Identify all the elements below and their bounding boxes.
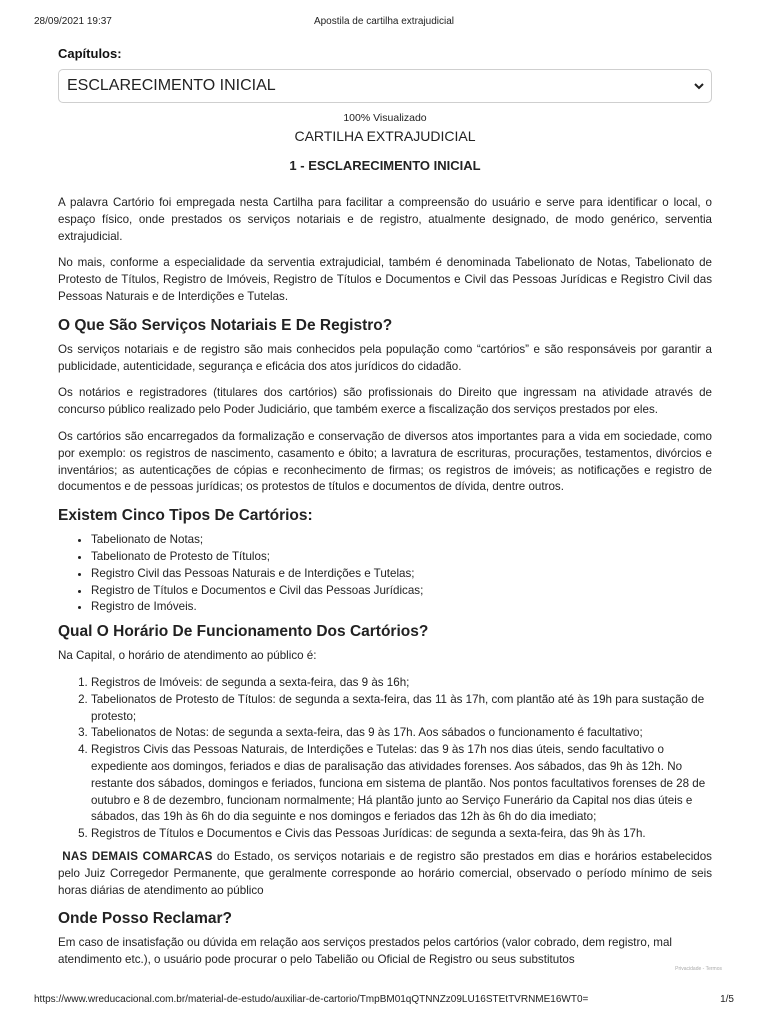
- types-list: [58, 532, 712, 616]
- chapters-label: Capítulos:: [58, 46, 122, 61]
- doc-title: CARTILHA EXTRAJUDICIAL: [294, 128, 476, 144]
- section-heading-complaints: Onde Posso Reclamar?: [58, 910, 233, 928]
- print-title: Apostila de cartilha extrajudicial: [313, 16, 455, 27]
- services-paragraph-1: Os serviços notariais e de registro são mais conhecidos pela população como “cartórios” e são responsáveis por garantir a publicidade, autenticidade, segurança e eficácia dos atos jurídicos do cidadão.: [58, 342, 712, 373]
- list-item: 1. Registros de Imóveis: de segunda a sexta-feira, das 9 às 16h;: [91, 675, 712, 692]
- services-paragraph-2: Os notários e registradores (titulares dos cartórios) são profissionais do Direito que ingressam na atividade através de concurso público realizado pelo Poder Judiciário, que também exerce a fiscalização dos serviços prestados por eles.: [58, 386, 712, 417]
- list-item: • Registro de Imóveis.: [91, 599, 712, 616]
- chevron-down-icon: [693, 80, 705, 92]
- hours-intro: Na Capital, o horário de atendimento ao público é:: [58, 649, 317, 663]
- chapter-select[interactable]: [58, 69, 712, 103]
- chapter-heading: 1 - ESCLARECIMENTO INICIAL: [289, 158, 481, 173]
- main-content: [58, 46, 712, 979]
- list-item: • Tabelionato de Notas;: [91, 532, 712, 549]
- list-item: 5. Registros de Títulos e Documentos e Civis das Pessoas Jurídicas: de segunda a sexta-feira, das 9h às 17h.: [91, 826, 712, 843]
- hours-list: [58, 675, 712, 843]
- print-date: 28/09/2021 19:37: [34, 16, 112, 27]
- other-districts-strong: NAS DEMAIS COMARCAS: [62, 849, 213, 863]
- print-url: https://www.wreducacional.com.br/material-de-estudo/auxiliar-de-cartorio/TmpBM01qQTNNZz09LU16STEtTVRNME16WT0=: [34, 994, 589, 1005]
- complaints-paragraph: Em caso de insatisfação ou dúvida em relação aos serviços prestados pelos cartórios (valor cobrado, dem registro, mal atendimento etc.), o usuário pode procurar o pelo Tabelião ou Oficial de Registro ou seus substitutos: [58, 936, 672, 967]
- list-item: 3. Tabelionatos de Notas: de segunda a sexta-feira, das 9 às 17h. Aos sábados o funcionamento é facultativo;: [91, 725, 712, 742]
- page-number: 1/5: [720, 994, 734, 1005]
- list-item: • Registro de Títulos e Documentos e Civil das Pessoas Jurídicas;: [91, 583, 712, 600]
- progress-text: 100% Visualizado: [343, 112, 427, 124]
- section-heading-services: O Que São Serviços Notariais E De Registro?: [58, 316, 393, 334]
- services-paragraph-3: Os cartórios são encarregados da formalização e conservação de diversos atos importantes para a vida em sociedade, como por exemplo: os registros de nascimento, casamento e óbito; a lavratura de escrituras, procurações, testamentos, divórcios e inventários; as autenticações de cópias e reconhecimento de firmas; os registros de imóveis; as notificações e registro de documentos e de pessoas jurídicas; os protestos de títulos e documentos de dívida, dentre outros.: [58, 429, 712, 494]
- intro-paragraph-2: No mais, conforme a especialidade da serventia extrajudicial, também é denominada Tabelionato de Notas, Tabelionato de Protesto de Títulos, Registro de Imóveis, Registro de Títulos e Documentos e Civil das Pessoas Jurídicas e Registro Civil das Pessoas Naturais e de Interdições e Tutelas.: [58, 256, 712, 303]
- list-item: 2. Tabelionatos de Protesto de Títulos: de segunda a sexta-feira, das 11 às 17h, com plantão até às 19h para sustação de protesto;: [91, 692, 712, 726]
- privacy-terms-badge[interactable]: Privacidade - Termos: [675, 966, 722, 972]
- list-item: 4. Registros Civis das Pessoas Naturais, de Interdições e Tutelas: das 9 às 17h nos dias úteis, sendo facultativo o expediente aos domingos, feriados e dias de paralisação das atividades forenses. Aos sábados, das 9h às 12h. No restante dos sábados, domingos e feriados, funciona em sistema de plantão. Nos pontos facultativos forenses de 28 de outubro e 8 de dezembro, funcionam normalmente; Há plantão junto ao Serviço Funerário da Capital nos dias úteis e sábados, das 19h às 6h do dia seguinte e nos domingos e feriados das 12h às 6h do dia imediato;: [91, 742, 712, 826]
- chapter-select-value: ESCLARECIMENTO INICIAL: [67, 77, 276, 94]
- section-heading-types: Existem Cinco Tipos De Cartórios:: [58, 507, 313, 525]
- other-districts-paragraph: [58, 849, 712, 899]
- list-item: • Registro Civil das Pessoas Naturais e de Interdições e Tutelas;: [91, 566, 712, 583]
- other-districts-text: do Estado, os serviços notariais e de registro são prestados em dias e horários estabelecidos pelo Juiz Corregedor Permanente, que geralmente corresponde ao horário comercial, observado o período mínimo de seis horas diárias de atendimento ao público: [58, 849, 712, 897]
- list-item: • Tabelionato de Protesto de Títulos;: [91, 549, 712, 566]
- intro-paragraph-1: A palavra Cartório foi empregada nesta Cartilha para facilitar a compreensão do usuário e serve para identificar o local, o espaço físico, onde prestados os serviços notariais e de registro, atualmente designado, de modo genérico, serventia extrajudicial.: [58, 196, 712, 243]
- section-heading-hours: Qual O Horário De Funcionamento Dos Cartórios?: [58, 623, 429, 641]
